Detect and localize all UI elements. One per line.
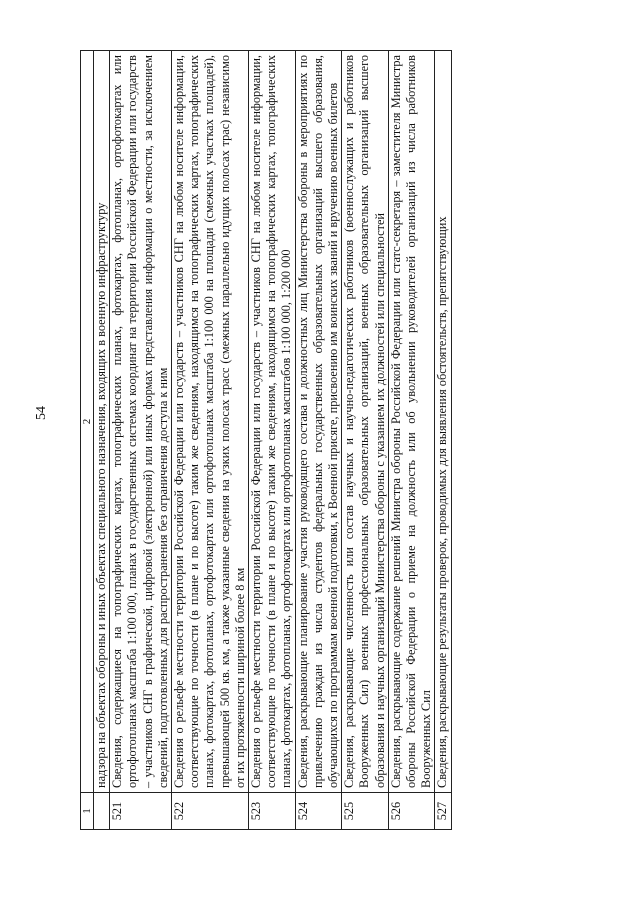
table-header-row	[81, 51, 94, 830]
table-row	[110, 51, 172, 830]
table-row	[435, 51, 451, 830]
rotated-table-area	[80, 50, 600, 830]
header-col-number: 1	[81, 793, 94, 830]
row-number: 521	[110, 793, 172, 830]
table-row-continuation	[94, 51, 110, 830]
row-number: 526	[388, 793, 435, 830]
row-number: 525	[342, 793, 389, 830]
row-text: Сведения, содержащиеся на топографических картах, топографических планах, фотокартах, фотопланах, ортофотокартах или ортофотопланах масштаба 1:100 000, планах в государственных системах координат на территории Российской Федерации или государств – участников СНГ в графической, цифровой (электронной) или иных формах представления информации о местности, за исключением сведений, подготовленных для распространения без ограничения доступа к ним	[110, 51, 172, 793]
row-text: Сведения, раскрывающие планирование участия руководящего состава и должностных лиц Министерства обороны в мероприятиях по привлечению граждан из числа студентов федеральных государственных образовательных организаций высшего образования, обучающихся по программам военной подготовки, к Военной присяге, присвоению им воинских званий и вручению военных билетов	[295, 51, 342, 793]
row-number: 527	[435, 793, 451, 830]
row-text: Сведения, раскрывающие результаты проверок, проводимых для выявления обстоятельств, препятствующих	[435, 51, 451, 793]
row-text: Сведения о рельефе местности территории Российской Федерации или государств – участников СНГ на любом носителе информации, соответствующие по точности (в плане и по высоте) таким же сведениям, находящимся на топографических картах, топографических планах, фотокартах, фотопланах, ортофотокартах или ортофотопланах масштабов 1:100 000, 1:200 000	[249, 51, 296, 793]
row-text: надзора на объектах обороны и иных объектах специального назначения, входящих в военную инфраструктуру	[94, 51, 110, 793]
table-row	[249, 51, 296, 830]
row-number	[94, 793, 110, 830]
table-row	[388, 51, 435, 830]
row-text: Сведения о рельефе местности территории Российской Федерации или государств – участников СНГ на любом носителе информации, соответствующие по точности (в плане и по высоте) таким же сведениям, находящимся на топографических картах, топографических планах, фотокартах, фотопланах, ортофотокартах или ортофотопланах масштаба 1:100 000 на площади (смежных участках площадей), превышающей 500 кв. км, а также указанные сведения на узких полосах трасс (смежных параллельно идущих полосах трас) независимо от их протяженности шириной более 8 км	[172, 51, 249, 793]
table-row	[295, 51, 342, 830]
row-text: Сведения, раскрывающие содержание решений Министра обороны Российской Федерации или статс-секретаря – заместителя Министра обороны Российской Федерации о приеме на должность или об увольнении руководителей организаций из числа работников Вооруженных Сил	[388, 51, 435, 793]
row-number: 524	[295, 793, 342, 830]
page-number: 54	[34, 406, 49, 420]
header-col-description: 2	[81, 51, 94, 793]
row-number: 522	[172, 793, 249, 830]
row-number: 523	[249, 793, 296, 830]
row-text: Сведения, раскрывающие численность или состав научных и научно-педагогических работников (военнослужащих и работников Вооруженных Сил) военных профессиональных образовательных организаций, военных образовательных организаций высшего образования и научных организаций Министерства обороны с указанием их должностей или специальностей	[342, 51, 389, 793]
items-table	[80, 50, 452, 830]
table-row	[342, 51, 389, 830]
table-row	[172, 51, 249, 830]
